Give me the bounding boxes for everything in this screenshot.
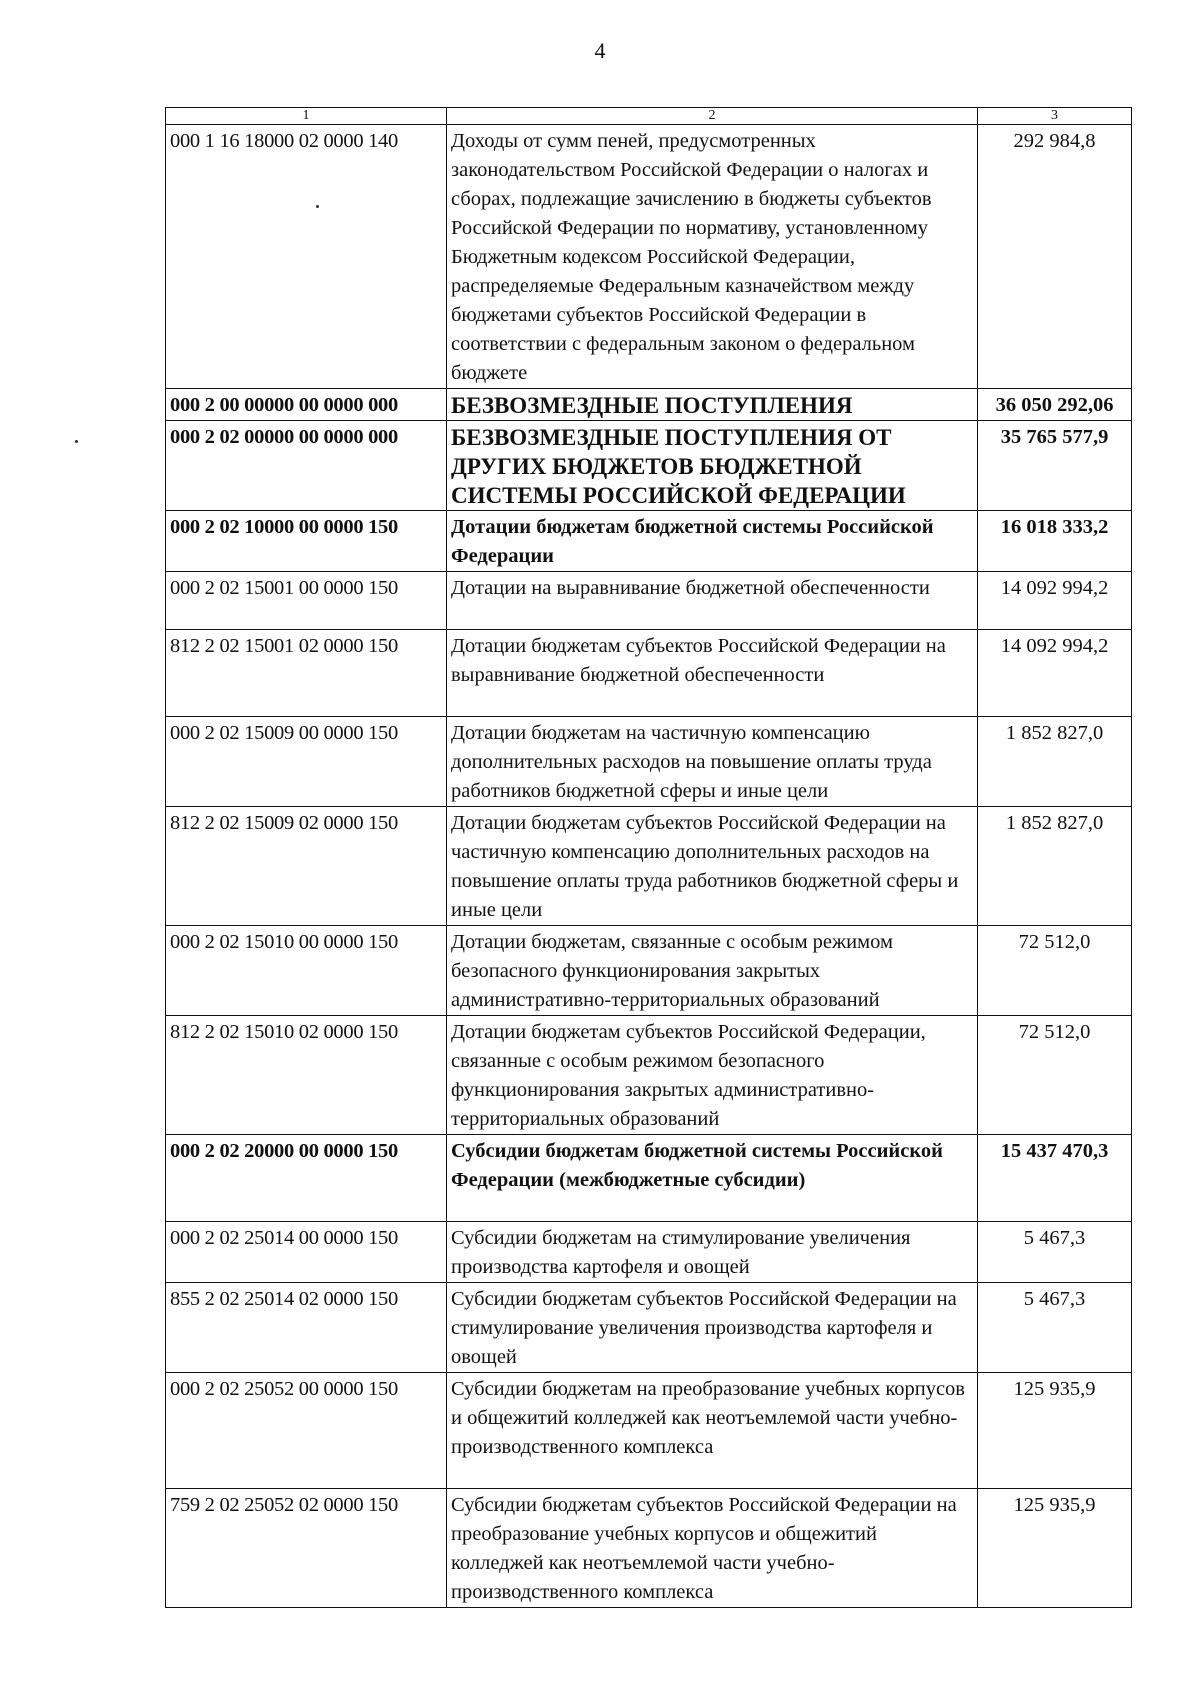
table-row bbox=[166, 717, 1132, 807]
page-number: 4 bbox=[594, 38, 606, 63]
row-code: 000 1 16 18000 02 0000 140 bbox=[166, 125, 447, 389]
row-amount: 1 852 827,0 bbox=[978, 717, 1132, 807]
row-code: 000 2 02 25052 00 0000 150 bbox=[166, 1373, 447, 1489]
table-row bbox=[166, 389, 1132, 421]
row-amount: 125 935,9 bbox=[978, 1373, 1132, 1489]
table-row bbox=[166, 1373, 1132, 1489]
table-row bbox=[166, 421, 1132, 511]
table-header-row bbox=[166, 108, 1132, 125]
scan-speck bbox=[75, 440, 78, 443]
row-code: 812 2 02 15009 02 0000 150 bbox=[166, 807, 447, 926]
table-row bbox=[166, 1016, 1132, 1135]
row-code: 000 2 02 00000 00 0000 000 bbox=[166, 421, 447, 511]
row-description: БЕЗВОЗМЕЗДНЫЕ ПОСТУПЛЕНИЯ ОТ ДРУГИХ БЮДЖЕТОВ БЮДЖЕТНОЙ СИСТЕМЫ РОССИЙСКОЙ ФЕДЕРАЦИИ bbox=[447, 421, 978, 511]
row-code: 000 2 00 00000 00 0000 000 bbox=[166, 389, 447, 421]
table-row bbox=[166, 572, 1132, 630]
row-description: Дотации бюджетам на частичную компенсацию дополнительных расходов на повышение оплаты труда работников бюджетной сферы и иные цели bbox=[447, 717, 978, 807]
row-amount: 72 512,0 bbox=[978, 926, 1132, 1016]
row-code: 000 2 02 25014 00 0000 150 bbox=[166, 1222, 447, 1283]
row-amount: 16 018 333,2 bbox=[978, 511, 1132, 572]
row-code: 000 2 02 10000 00 0000 150 bbox=[166, 511, 447, 572]
row-code: 759 2 02 25052 02 0000 150 bbox=[166, 1489, 447, 1608]
table-row bbox=[166, 125, 1132, 389]
row-code: 000 2 02 15009 00 0000 150 bbox=[166, 717, 447, 807]
row-description: Дотации бюджетам субъектов Российской Федерации на выравнивание бюджетной обеспеченности bbox=[447, 630, 978, 717]
table-row bbox=[166, 1135, 1132, 1222]
row-amount: 35 765 577,9 bbox=[978, 421, 1132, 511]
row-description: Дотации бюджетам субъектов Российской Федерации, связанные с особым режимом безопасного функционирования закрытых административно-территориальных образований bbox=[447, 1016, 978, 1135]
table-row bbox=[166, 1222, 1132, 1283]
column-header-code: 1 bbox=[166, 108, 447, 125]
row-description: Субсидии бюджетам на стимулирование увеличения производства картофеля и овощей bbox=[447, 1222, 978, 1283]
row-code: 855 2 02 25014 02 0000 150 bbox=[166, 1283, 447, 1373]
row-description: Дотации бюджетам бюджетной системы Российской Федерации bbox=[447, 511, 978, 572]
table-row bbox=[166, 1489, 1132, 1608]
row-description: БЕЗВОЗМЕЗДНЫЕ ПОСТУПЛЕНИЯ bbox=[447, 389, 978, 421]
column-header-description: 2 bbox=[447, 108, 978, 125]
row-description: Субсидии бюджетам на преобразование учебных корпусов и общежитий колледжей как неотъемлемой части учебно-производственного комплекса bbox=[447, 1373, 978, 1489]
row-code: 000 2 02 15001 00 0000 150 bbox=[166, 572, 447, 630]
row-description: Доходы от сумм пеней, предусмотренных законодательством Российской Федерации о налогах и сборах, подлежащие зачислению в бюджеты субъектов Российской Федерации по нормативу, установленному Бюджетным кодексом Российской Федерации, распределяемые Федеральным казначейством между бюджетами субъектов Российской Федерации в соответствии с федеральным законом о федеральном бюджете bbox=[447, 125, 978, 389]
row-description: Дотации на выравнивание бюджетной обеспеченности bbox=[447, 572, 978, 630]
table-row bbox=[166, 926, 1132, 1016]
row-code: 000 2 02 15010 00 0000 150 bbox=[166, 926, 447, 1016]
row-amount: 5 467,3 bbox=[978, 1283, 1132, 1373]
row-amount: 15 437 470,3 bbox=[978, 1135, 1132, 1222]
table-row bbox=[166, 1283, 1132, 1373]
table-row bbox=[166, 807, 1132, 926]
row-amount: 1 852 827,0 bbox=[978, 807, 1132, 926]
row-description: Субсидии бюджетам субъектов Российской Федерации на стимулирование увеличения производства картофеля и овощей bbox=[447, 1283, 978, 1373]
row-amount: 125 935,9 bbox=[978, 1489, 1132, 1608]
row-description: Субсидии бюджетам субъектов Российской Федерации на преобразование учебных корпусов и общежитий колледжей как неотъемлемой части учебно-производственного комплекса bbox=[447, 1489, 978, 1608]
row-description: Дотации бюджетам субъектов Российской Федерации на частичную компенсацию дополнительных расходов на повышение оплаты труда работников бюджетной сферы и иные цели bbox=[447, 807, 978, 926]
row-description: Дотации бюджетам, связанные с особым режимом безопасного функционирования закрытых административно-территориальных образований bbox=[447, 926, 978, 1016]
row-description: Субсидии бюджетам бюджетной системы Российской Федерации (межбюджетные субсидии) bbox=[447, 1135, 978, 1222]
row-code: 000 2 02 20000 00 0000 150 bbox=[166, 1135, 447, 1222]
row-code: 812 2 02 15001 02 0000 150 bbox=[166, 630, 447, 717]
table-row bbox=[166, 511, 1132, 572]
row-code: 812 2 02 15010 02 0000 150 bbox=[166, 1016, 447, 1135]
row-amount: 14 092 994,2 bbox=[978, 572, 1132, 630]
table-row bbox=[166, 630, 1132, 717]
row-amount: 292 984,8 bbox=[978, 125, 1132, 389]
revenue-table bbox=[165, 107, 1132, 1608]
column-header-amount: 3 bbox=[978, 108, 1132, 125]
row-amount: 5 467,3 bbox=[978, 1222, 1132, 1283]
row-amount: 72 512,0 bbox=[978, 1016, 1132, 1135]
row-amount: 36 050 292,06 bbox=[978, 389, 1132, 421]
row-amount: 14 092 994,2 bbox=[978, 630, 1132, 717]
